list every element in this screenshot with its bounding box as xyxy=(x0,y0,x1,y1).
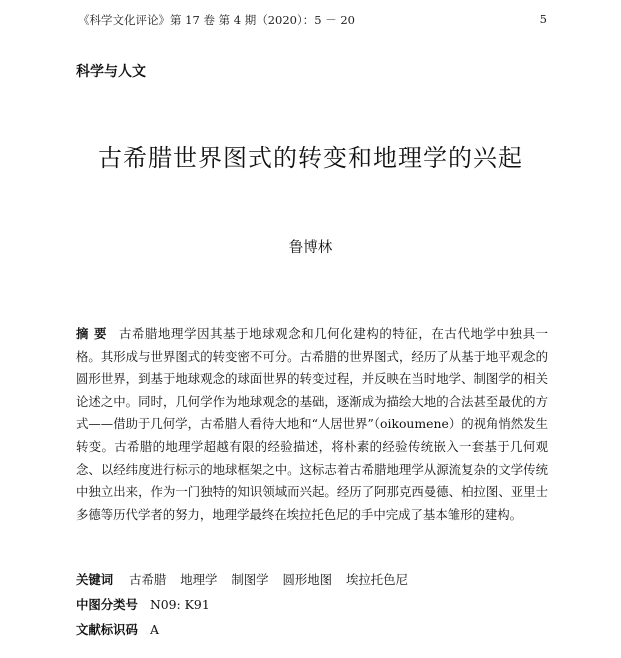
document-code-label: 文献标识码 xyxy=(76,622,138,637)
page-number: 5 xyxy=(539,12,547,26)
classification-label: 中图分类号 xyxy=(76,597,138,612)
abstract-text: 古希腊地理学因其基于地球观念和几何化建构的特征，在古代地学中独具一格。其形成与世界图式的转变密不可分。古希腊的世界图式，经历了从基于地平观念的圆形世界，到基于地球观念的球面世界的转变过程，并反映在当时地学、制图学的相关论述之中。同时，几何学作为地球观念的基础，逐渐成为描绘大地的合法甚至最优的方式——借助于几何学，古希腊人看待大地和“人居世界”（oikoumene）的视角悄然发生转变。古希腊的地理学超越有限的经验描述，将朴素的经验传统嵌入一套基于几何观念、以经纬度进行标示的地球框架之中。这标志着古希腊地理学从源流复杂的文学传统中独立出来，作为一门独特的知识领域而兴起。经历了阿那克西曼德、柏拉图、亚里士多德等历代学者的努力，地理学最终在埃拉托色尼的手中完成了基本雏形的建构。 xyxy=(76,326,548,522)
keyword-item: 埃拉托色尼 xyxy=(346,572,408,587)
keyword-item: 圆形地图 xyxy=(282,572,333,587)
article-title: 古希腊世界图式的转变和地理学的兴起 xyxy=(98,144,523,172)
section-heading: 科学与人文 xyxy=(76,64,146,80)
keyword-item: 制图学 xyxy=(231,572,269,587)
keyword-item: 古希腊 xyxy=(129,572,167,587)
keywords xyxy=(76,570,418,588)
keywords-label: 关键词 xyxy=(76,572,114,587)
classification-value: N09: K91 xyxy=(149,597,210,612)
abstract xyxy=(76,323,548,526)
keyword-item: 地理学 xyxy=(180,572,218,587)
classification-number xyxy=(76,595,210,613)
document-code-value: A xyxy=(149,622,159,637)
document-code xyxy=(76,620,159,638)
running-header: 《科学文化评论》第 17 卷 第 4 期（2020）：5 － 20 xyxy=(78,13,356,27)
abstract-label: 摘 要 xyxy=(76,326,107,341)
author-name: 鲁博林 xyxy=(288,240,333,256)
